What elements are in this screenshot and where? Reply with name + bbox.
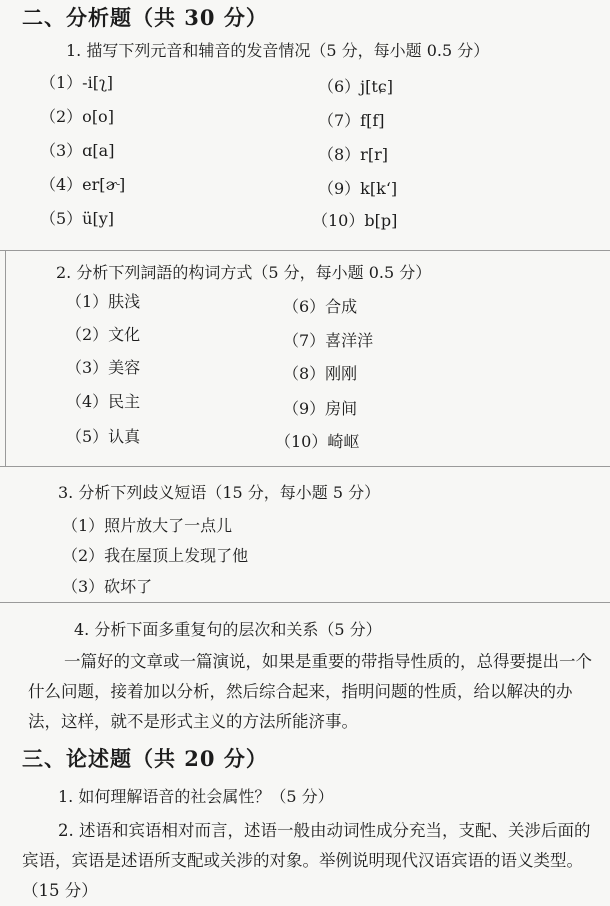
question-4-prompt: 4. 分析下面多重复句的层次和关系（5 分） bbox=[74, 620, 382, 639]
q1-item: （8）r[r] bbox=[318, 145, 388, 164]
q1-item: （4）er[ɚ] bbox=[40, 175, 126, 194]
q1-item: （7）f[f] bbox=[318, 111, 385, 130]
q1-item: （5）ü[y] bbox=[40, 209, 115, 228]
scan-crease-2 bbox=[0, 466, 610, 467]
q1-item: （10）b[p] bbox=[312, 211, 398, 230]
q3-item: （1）照片放大了一点儿 bbox=[62, 516, 233, 535]
section-3-question-1: 1. 如何理解语音的社会属性？（5 分） bbox=[58, 787, 334, 806]
q3-item: （2）我在屋顶上发现了他 bbox=[62, 546, 249, 565]
q2-item: （10）崎岖 bbox=[275, 432, 360, 451]
scan-crease-1 bbox=[0, 250, 610, 251]
q2-item: （1）肤浅 bbox=[66, 292, 141, 311]
q1-item: （3）ɑ[a] bbox=[40, 141, 115, 160]
section-3-title: 三、论述题（共 20 分） bbox=[22, 746, 268, 771]
section-2-title: 二、分析题（共 30 分） bbox=[22, 5, 268, 30]
question-3-prompt: 3. 分析下列歧义短语（15 分，每小题 5 分） bbox=[58, 483, 381, 502]
question-2-prompt: 2. 分析下列詞語的构词方式（5 分，每小题 0.5 分） bbox=[56, 263, 432, 282]
q2-item: （5）认真 bbox=[66, 427, 141, 446]
q2-item: （8）刚刚 bbox=[283, 364, 358, 383]
q2-item: （7）喜洋洋 bbox=[283, 331, 374, 350]
q2-item: （9）房间 bbox=[283, 399, 358, 418]
q2-item: （3）美容 bbox=[66, 358, 141, 377]
q2-item: （6）合成 bbox=[283, 297, 358, 316]
scan-edge-left bbox=[5, 250, 6, 466]
q1-item: （6）j[tɕ] bbox=[318, 77, 394, 96]
section-3-question-2: 2. 述语和宾语相对而言，述语一般由动词性成分充当，支配、关涉后面的宾语，宾语是述语所支配或关涉的对象。举例说明现代汉语宾语的语义类型。（15 分） bbox=[22, 821, 591, 900]
q1-item: （9）k[kʻ] bbox=[318, 179, 398, 198]
scan-crease-3 bbox=[0, 602, 610, 603]
q2-item: （2）文化 bbox=[66, 325, 141, 344]
q1-item: （2）o[o] bbox=[40, 107, 114, 126]
q3-item: （3）砍坏了 bbox=[62, 577, 153, 596]
question-1-prompt: 1. 描写下列元音和辅音的发音情况（5 分，每小题 0.5 分） bbox=[66, 41, 490, 60]
q2-item: （4）民主 bbox=[66, 392, 141, 411]
q1-item: （1）-i[ʅ] bbox=[40, 73, 113, 92]
question-4-passage: 一篇好的文章或一篇演说，如果是重要的带指导性质的，总得要提出一个什么问题，接着加以分析，然后综合起来，指明问题的性质，给以解决的办法，这样，就不是形式主义的方法所能济事。 bbox=[28, 652, 592, 731]
